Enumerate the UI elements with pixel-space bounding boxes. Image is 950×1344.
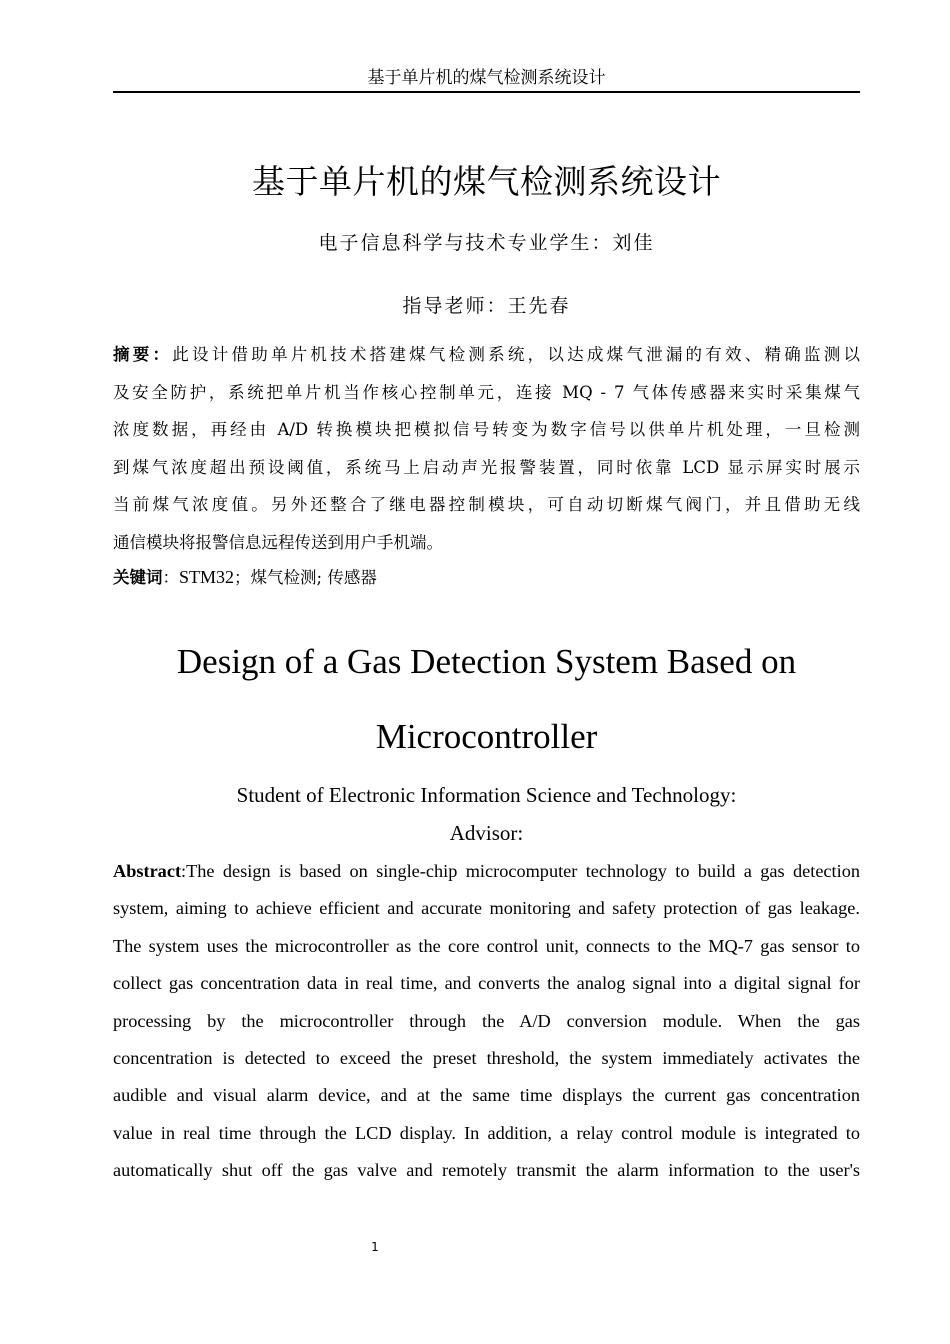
english-abstract-line: system, aiming to achieve efficient and accurate monitoring and safety protection of gas leakage.	[113, 898, 860, 919]
chinese-author-line: 电子信息科学与技术专业学生：刘佳	[318, 232, 655, 254]
chinese-title: 基于单片机的煤气检测系统设计	[252, 162, 721, 201]
page-number: 1	[371, 1240, 379, 1254]
running-header: 基于单片机的煤气检测系统设计	[367, 68, 606, 88]
english-abstract-line: value in real time through the LCD display. In addition, a relay control module is integrated to	[113, 1122, 860, 1143]
english-abstract-line: processing by the microcontroller through the A/D conversion module. When the gas	[113, 1010, 860, 1031]
english-abstract	[113, 857, 860, 1194]
english-abstract-label: Abstract	[113, 861, 182, 881]
english-advisor-line: Advisor:	[449, 821, 524, 845]
english-abstract-line	[113, 857, 860, 894]
chinese-abstract	[113, 340, 860, 565]
header-rule	[113, 91, 860, 93]
keyword: ; 传感器	[316, 568, 377, 587]
english-abstract-line: collect gas concentration data in real time, and converts the analog signal into a digital signal for	[113, 973, 860, 994]
english-abstract-line: concentration is detected to exceed the preset threshold, the system immediately activates the	[113, 1047, 860, 1068]
english-abstract-line: automatically shut off the gas valve and remotely transmit the alarm information to the user's	[113, 1160, 860, 1181]
english-abstract-line: The system uses the microcontroller as the core control unit, connects to the MQ-7 gas sensor to	[113, 935, 860, 956]
chinese-advisor-line: 指导老师：王先春	[402, 295, 571, 317]
chinese-abstract-line: 当前煤气浓度值。另外还整合了继电器控制模块，可自动切断煤气阀门，并且借助无线	[113, 495, 860, 514]
keyword: ；煤气检测	[234, 568, 317, 587]
keywords-label: 关键词	[113, 568, 163, 587]
english-abstract-text: :The design is based on single-chip microcomputer technology to build a gas detection	[181, 861, 860, 881]
english-title-line-2: Microcontroller	[375, 717, 598, 756]
chinese-abstract-text: 此设计借助单片机技术搭建煤气检测系统，以达成煤气泄漏的有效、精确监测以	[172, 345, 861, 364]
english-abstract-line: audible and visual alarm device, and at the same time displays the current gas concentration	[113, 1085, 860, 1106]
keywords-separator: ：	[162, 568, 179, 587]
chinese-abstract-line: 通信模块将报警信息远程传送到用户手机端。	[113, 532, 443, 552]
chinese-abstract-line	[113, 340, 860, 378]
english-title-line-1: Design of a Gas Detection System Based on	[176, 642, 797, 681]
chinese-abstract-line: 及安全防护，系统把单片机当作核心控制单元，连接 MQ - 7 气体传感器来实时采集煤气	[113, 382, 860, 402]
chinese-keywords	[113, 563, 860, 592]
chinese-abstract-line: 浓度数据，再经由 A/D 转换模块把模拟信号转变为数字信号以供单片机处理，一旦检测	[113, 420, 860, 439]
keyword: STM32	[179, 567, 235, 587]
chinese-abstract-line: 到煤气浓度超出预设阈值，系统马上启动声光报警装置，同时依靠 LCD 显示屏实时展示	[113, 457, 860, 477]
english-author-line: Student of Electronic Information Science and Technology:	[236, 783, 737, 807]
chinese-abstract-label: 摘要：	[113, 345, 173, 364]
